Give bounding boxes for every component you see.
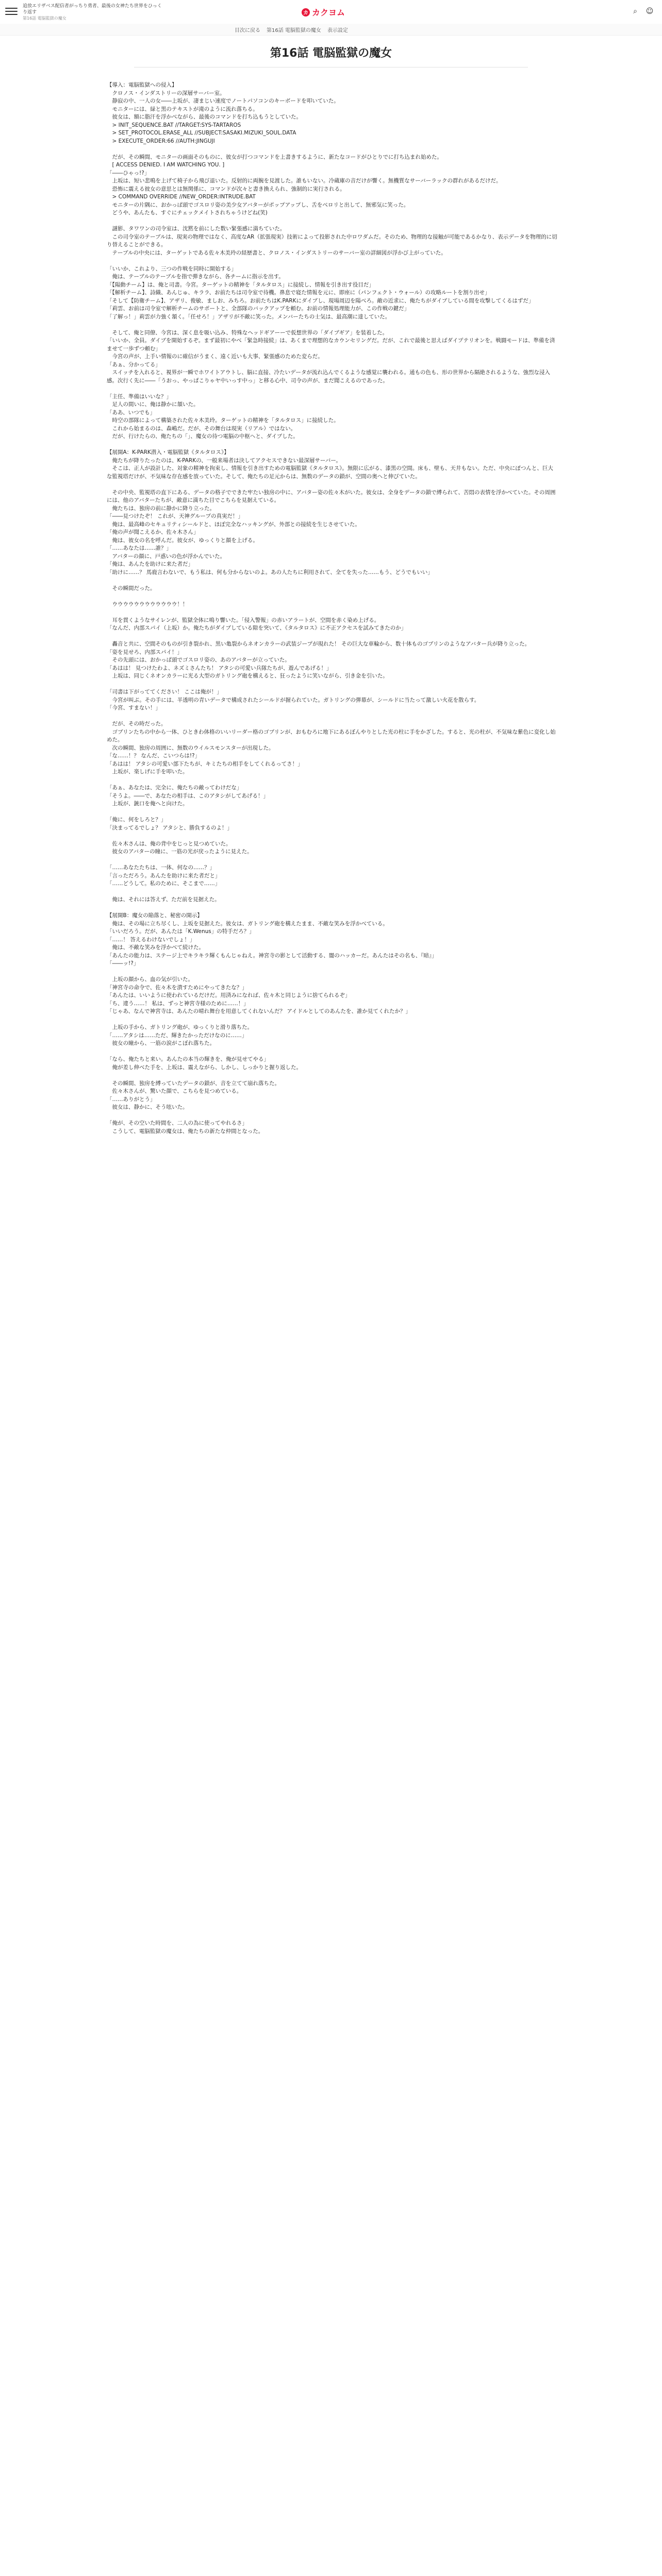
paragraph-gap xyxy=(107,713,558,721)
body-paragraph: 「そして【防衛チーム】、アザリ、俊敏、ましお、みちろ。お前たちはK.PARKにダイブし、現場周辺を陽べろ。敵の近求に、俺たちがダイブしている間を攻撃してくるはずだ」 xyxy=(107,297,534,304)
paragraph-gap xyxy=(107,856,558,865)
body-paragraph: これから始まるのは、森嶋だ。だが、その舞台は現実（リアル）ではない。 xyxy=(107,425,296,432)
body-paragraph: 「司書は下がっててください！ ここは俺が！」 xyxy=(107,689,222,695)
paragraph-gap xyxy=(107,321,558,329)
top-bar xyxy=(0,0,662,24)
body-paragraph: 【展開A：K-PARK潜入・電脳監獄《タルタロス》】 xyxy=(107,449,229,455)
paragraph-gap xyxy=(107,633,558,641)
body-paragraph: 「決まってるでしょ？ アタシと、勝負するのよ！」 xyxy=(107,824,233,831)
body-paragraph: どうや、あんたも、すぐにチェックメイトされちゃうけどね(笑) xyxy=(107,210,268,216)
body-paragraph: 「俺は、あんたを助けに来た者だ」 xyxy=(107,561,193,567)
paragraph-gap xyxy=(107,968,558,976)
paragraph-gap xyxy=(107,481,558,489)
body-paragraph: 彼女の瞳から、一筋の涙がこぼれ落ちた。 xyxy=(107,1040,215,1046)
body-paragraph: 謎影、タワワンの司令室は、沈黙を前にした数い緊張感に満ちていた。 xyxy=(107,226,286,232)
body-paragraph: 「……あなたたちは、一体、何なの……？」 xyxy=(107,865,215,871)
paragraph-gap xyxy=(107,1072,558,1080)
body-paragraph: 佐々木さんが、驚いた顔で、こちらを見つめている。 xyxy=(107,1088,242,1094)
body-paragraph: 【展開B：魔女の陥落と、秘密の開示】 xyxy=(107,912,203,919)
body-paragraph: 耳を貫くようなサイレンが、監獄全体に鳴り響いた。「侵入警報」の赤いアラートが、空間を赤く染め上げる。 xyxy=(107,617,380,623)
body-paragraph: 「……アタシは……ただ、輝きたかっただけなのに……」 xyxy=(107,1032,247,1039)
body-paragraph: 「――ッ!?」 xyxy=(107,960,139,967)
body-paragraph: アバターの顔に、戸惑いの色が浮かんでいた。 xyxy=(107,553,226,560)
body-paragraph: 「神宮寺の命令で、佐々木を潰すためにやってきたな？」 xyxy=(107,984,247,991)
body-paragraph: 今宮の声が、上手い情報のに確信がうまく、遠く近いも大事、緊張感のためた変らだ。 xyxy=(107,353,323,360)
body-paragraph: その瞬間、独房を縛っていたデータの鎖が、音を立てて崩れ落ちた。 xyxy=(107,1080,280,1087)
body-paragraph: 「いいだろう。だが、あんたは「K.Wenus」の特手だろ？」 xyxy=(107,928,255,935)
paragraph-gap xyxy=(107,577,558,585)
body-paragraph: スイッチを入れると、視界が一瞬でホワイトアウトし、脳に直接、冷たいデータが流れ込んでくるような感覚に襲われる。通もの色も、形の世界から隔絶されるような、強烈な浸入感。次行く先に――「うおっ、やっぱこりゃヤ中いっす中っ」と移る心中、司令の声が、まだ聞こえるのであった。 xyxy=(107,369,550,384)
body-paragraph: 俺が差し伸べた手を、上坂は、震えながら、しかし、しっかりと握り返した。 xyxy=(107,1064,302,1071)
body-paragraph: そして、俺と同僚、今宮は、深く息を吸い込み、特殊なヘッドギアーーで仮想世界の「ダイブギア」を装着した。 xyxy=(107,329,388,336)
display-settings-link[interactable]: 表示設定 xyxy=(327,28,348,33)
body-paragraph: 上坂の手から、ガトリング砲が、ゆっくりと滑り落ちた。 xyxy=(107,1024,253,1030)
body-paragraph: だが、行けたらの、俺たちの「」、魔女の待つ電脳の中枢へと、ダイブした。 xyxy=(107,433,299,439)
body-paragraph: 「言っただろう。あんたを助けに来た者だと」 xyxy=(107,872,221,879)
chapter-title: 第16話 電脳監獄の魔女 xyxy=(270,47,392,60)
work-title-link[interactable]: 追放エリザベス配信者がっちり勇者、最後の女神たち世界をひっくり返す xyxy=(23,4,162,15)
body-paragraph: 静寂の中、一人の女――上坂が、凄まじい速度でノートパソコンのキーボードを叩いていた。 xyxy=(107,98,339,104)
body-paragraph: [ ACCESS DENIED. I AM WATCHING YOU. ] xyxy=(107,162,225,168)
body-paragraph: 彼女は、額に脂汗を浮かべながら、最後のコマンドを打ち込もうとしていた。 xyxy=(107,114,302,120)
body-paragraph: 彼女は、静かに、そう呟いた。 xyxy=(107,1104,188,1110)
logo-icon: カ xyxy=(302,8,310,16)
body-paragraph: 「俺に、何をしろと？」 xyxy=(107,817,167,823)
body-paragraph: 「……ありがとう」 xyxy=(107,1096,156,1103)
back-to-toc-link[interactable]: 目次に戻る xyxy=(235,28,260,33)
body-paragraph: 「ち、違う……！ 私は、ずっと神宮寺様のために……！」 xyxy=(107,1000,249,1007)
body-paragraph: ゴブリンたちの中から一体、ひときわ体格のいいリーダー格のゴブリンが、おもむろに地下にあるぼんやりとした光の柱に手をかざした。すると、光の柱が、不気味な紫色に変化し始めた。 xyxy=(107,728,556,743)
body-paragraph: 佐々木さんは、俺の背中をじっと見つめていた。 xyxy=(107,840,231,847)
body-paragraph: 【導入：電脳監獄への侵入】 xyxy=(107,82,177,88)
body-paragraph: その瞬間だった。 xyxy=(107,585,156,591)
body-paragraph: 「いいか、全員。ダイブを開始するぞ。まず最初にやべ「緊急時接続」は、あくまで理想的なカウンセリングだ。だが、これで最後と思えばダイプテリオンを。戦闘モードは、準備を済ませて一歩ずつ頼む」 xyxy=(107,337,555,352)
body-paragraph: 「今宮、すまない！」 xyxy=(107,705,161,711)
body-paragraph: 「あんたの能力は、ステージ上でキラキラ輝くもんじゃねえ。神宮寺の影として活動する、闇のハッカーだ。あんたはその名も、『暗』」 xyxy=(107,952,437,959)
body-paragraph: ウウウウウウウウウウウウ！！ xyxy=(107,601,188,607)
paragraph-gap xyxy=(107,1048,558,1056)
episode-nav xyxy=(0,24,662,36)
body-paragraph: 「姿を見せろ、内部スパイ！」 xyxy=(107,649,183,655)
body-paragraph: 「……あなたは……誰？」 xyxy=(107,545,172,551)
body-paragraph: 「了解っ！」莉雲が力強く頷く。「任せろ！」アザリが不敵に笑った。メンバーたちの士気は、最高潮に達していた。 xyxy=(107,313,391,320)
paragraph-gap xyxy=(107,681,558,689)
body-paragraph: 俺は、彼女の名を呼んだ。彼女が、ゆっくりと顔を上げる。 xyxy=(107,537,258,544)
body-paragraph: > INIT_SEQUENCE.BAT //TARGET:SYS-TARTAROS xyxy=(107,122,241,128)
body-paragraph: その先頭には、おかっぱ頭でゴスロリ姿の、あのアバターが立っていた。 xyxy=(107,657,290,663)
body-paragraph: 「助けに……？ 馬鹿言わないで、もう私は、何も分からないのよ。あの人たちに利用されて、全てを失った……もう、どうでもいい」 xyxy=(107,569,433,575)
body-paragraph: 「――ひゃっ!?」 xyxy=(107,170,150,176)
body-paragraph: 「いいか、これより、三つの作戦を同時に開始する」 xyxy=(107,265,237,272)
body-paragraph: 轟音と共に、空間そのものが引き裂かれ、黒い亀裂からネオンカラーの武装ジープが現れた！ その巨大な車輪から、数十体ものゴブリンのようなアバター兵が降り立った。 xyxy=(107,641,531,647)
body-paragraph: 俺は、不敵な笑みを浮かべて続けた。 xyxy=(107,944,204,951)
body-paragraph: この司令室のテーブルは、現実の物理ではなく、高度なAR（拡張現実）技術によって投影された中ロワダムだ。そのため、物理的な接触が可能であるかなり、表示データを物理的に切り替えることができる。 xyxy=(107,233,557,248)
body-paragraph: 「主任、準備はいいな？」 xyxy=(107,393,172,400)
paragraph-gap xyxy=(107,776,558,785)
body-paragraph: 恐怖に震える彼女の意思とは無関係に、コマンドが次々と書き換えられ、強制的に実行される。 xyxy=(107,185,345,192)
body-paragraph: 「……どうして。私のために、そこまで……」 xyxy=(107,880,221,887)
user-icon[interactable]: ☺ xyxy=(646,7,654,15)
body-paragraph: 上坂は、短い悲鳴を上げて椅子から飛び退いた。反射的に両腕を見渡した。誰もいない。冷蔵庫の音だけが響く。無機質なサーバーラックの群れがあるだけだ。 xyxy=(107,178,502,184)
body-paragraph: 「【陽動チーム】は、俺と司書。今宮。ターゲットの精神を「タルタロス」に接続し、情報を引き出す役目だ」 xyxy=(107,281,374,288)
body-paragraph: 「俺が、その空いた時間を、二人の為に使ってやれるさ」 xyxy=(107,1120,247,1126)
body-paragraph: だが、その瞬間、モニターの画面そのものに、彼女が打つコマンドを上書きするように、新たなコードがひとりでに打ち込まれ始めた。 xyxy=(107,154,442,160)
body-paragraph: 俺は、最高峰のセキュリティシールドと、ほぼ完全なハッキングが、外部との接続を生じさせていた。 xyxy=(107,521,360,528)
paragraph-gap xyxy=(107,1016,558,1024)
paragraph-gap xyxy=(107,145,558,154)
episode-subtitle: 第16話 電脳監獄の魔女 xyxy=(23,16,67,21)
current-episode-label: 第16話 電脳監獄の魔女 xyxy=(267,28,321,33)
body-paragraph: 「あぁ、分かってる」 xyxy=(107,361,161,368)
body-paragraph: 上坂が、楽しげに手を叩いた。 xyxy=(107,769,188,775)
body-paragraph: 俺は、その場に立ち尽くし、上坂を見据えた。彼女は、ガトリング砲を構えたまま、不敵な笑みを浮かべている。 xyxy=(107,920,388,927)
body-paragraph: 「じゃあ、なんで神宮寺は、あんたの晴れ舞台を用意してくれないんだ？ アイドルとしてのあんたを、誰か見てくれたか？」 xyxy=(107,1008,411,1014)
chapter-body xyxy=(107,81,558,1136)
body-paragraph: 「あはは！ 見つけたわよ、ネズミさんたち！ アタシの可愛い兵隊たちが、遊んであげる！」 xyxy=(107,665,332,671)
body-paragraph: 俺たちが降りたったのは、K-PARKの、一般来場者は決してアクセスできない最深層サーバー。 xyxy=(107,457,341,464)
body-paragraph: 「あぁ、あなたは、完全に、俺たちの敵ってわけだな」 xyxy=(107,785,242,791)
body-paragraph: 俺は、テーブルのテーブルを指で弾きながら、各チームに指示を出す。 xyxy=(107,274,284,280)
paragraph-gap xyxy=(107,1112,558,1120)
paragraph-gap xyxy=(107,808,558,817)
paragraph-gap xyxy=(107,441,558,449)
body-paragraph: 「そうよ。――で、あなたの相手は、このアタシがしてあげる！」 xyxy=(107,792,269,799)
body-paragraph: 時空の部隊によって構築された佐々木美玲。ターゲットの精神を「タルタロス」に接続した。 xyxy=(107,417,339,423)
body-paragraph: モニターには、緑と黒のテキストが滝のように流れ落ちる。 xyxy=(107,106,258,112)
body-paragraph: 足人の間いに、俺は静かに頷いた。 xyxy=(107,401,199,408)
body-paragraph: 次の瞬間、独房の周囲に、無数のウイルスモンスターが出現した。 xyxy=(107,744,274,751)
body-paragraph: > SET_PROTOCOL.ERASE_ALL //SUBJECT:SASAKI.MIZUKI_SOUL.DATA xyxy=(107,130,296,136)
body-paragraph: 「莉雲、お前は司令室で解析チームのサポートと、全部隊のバックアップを頼む。お前の情報処理能力が、この作戦の鍵だ」 xyxy=(107,306,410,312)
paragraph-gap xyxy=(107,385,558,393)
body-paragraph: 「ああ、いつでも」 xyxy=(107,409,156,416)
paragraph-gap xyxy=(107,608,558,617)
hamburger-icon[interactable] xyxy=(5,5,18,18)
body-paragraph: そこは、正人が設計した、対象の精神を拘束し、情報を引き出すための電脳監獄《タルタロス》。無限に広がる、漆黒の空間。床も、壁も、天井もない。ただ、中央にぽつんと、巨大な監視塔だけが、不気味な存在感を放っていた。そして、俺たちの足元からは、無数のデータの鎖が、空間の奥へと伸びていた。 xyxy=(107,465,553,480)
body-paragraph: 「なんだ、内部スパイ（上坂）か。俺たちがダイブしている隙を突いて、《タルタロス》に不正アクセスを試みてきたのか」 xyxy=(107,625,407,631)
body-paragraph: だが、その時だった。 xyxy=(107,721,167,727)
body-paragraph: 「あんたは、いいように使われているだけだ。用済みになれば、佐々木と同じように捨てられるぞ」 xyxy=(107,992,351,998)
paragraph-gap xyxy=(107,217,558,226)
body-paragraph: 上坂の顔から、血の気が引いた。 xyxy=(107,976,193,982)
paragraph-gap xyxy=(107,904,558,912)
body-paragraph: 「な……！？ なんだ、こいつらは!?」 xyxy=(107,753,201,759)
body-paragraph: クロノス・インダストリーの深層サーバー室。 xyxy=(107,90,225,96)
body-paragraph: 俺は、それには答えず、ただ前を見据えた。 xyxy=(107,896,220,903)
logo-text: カクヨム xyxy=(312,8,345,18)
body-paragraph: モニターの片隅に、おかっぱ頭でゴスロリ姿の美少女アバターがポップアップし、舌をべロリと出して、無邪気に笑った。 xyxy=(107,201,409,208)
search-icon[interactable]: ⌕ xyxy=(633,7,637,15)
body-paragraph: 上坂が、銃口を俺へと向けた。 xyxy=(107,801,188,807)
body-paragraph: 彼女のアバターの瞳に、一筋の光が戻ったように見えた。 xyxy=(107,849,253,855)
body-paragraph: 今宮が叫ぶ。その手には、半透明の青いデータで構成されたシールドが握られていた。ガトリングの弾幕が、シールドに当たって激しい火花を散らす。 xyxy=(107,697,480,703)
body-paragraph: > COMMAND OVERRIDE //NEW_ORDER:INTRUDE.BAT xyxy=(107,194,256,200)
body-paragraph: 「なら、俺たちと来い。あんたの本当の輝きを、俺が見せてやる」 xyxy=(107,1056,269,1062)
paragraph-gap xyxy=(107,832,558,840)
paragraph-gap xyxy=(107,257,558,265)
body-paragraph: こうして、電脳監獄の魔女は、俺たちの新たな仲間となった。 xyxy=(107,1128,264,1134)
body-paragraph: 「……！ 答えるわけないでしょ！」 xyxy=(107,936,195,943)
body-paragraph: 「【解析チーム】、詩織、あんじゅ、キララ、お前たちは司令室で待機。鼻息で寝た情報を元に、即座に（パンフェクト・ウォール）の攻略ルートを割り出せ」 xyxy=(107,290,490,296)
body-paragraph: 「あはは！ アタシの可愛い部下たちが、キミたちの相手をしてくれるってさ！」 xyxy=(107,760,303,767)
body-paragraph: その中央、監視塔の直下にある、データの格子でできた牢たい独房の中に、アバター姿の佐々木がいた。彼女は、全身をデータの鎖で縛られて、苦悶の表情を浮かべていた。その周囲には、他のアバターたちが、敵意に満ちた目でこちらを見据えている。 xyxy=(107,489,556,503)
breadcrumb[interactable] xyxy=(23,3,162,22)
site-logo[interactable] xyxy=(302,6,345,18)
body-paragraph: テーブルの中央には、ターゲットである佐々木美玲の経歴書と、クロノス・インダストリーのサーバー室の詳細図が浮かび上がっていた。 xyxy=(107,249,446,256)
body-paragraph: 「俺の声が聞こえるか、佐々木さん」 xyxy=(107,529,199,535)
body-paragraph: > EXECUTE_ORDER:66 //AUTH:JINGUJI xyxy=(107,138,215,144)
body-paragraph: 上坂は、同じくネオンカラーに光る大型のガトリング砲を構えると、狂ったように笑いながら、引き金を引いた。 xyxy=(107,673,388,679)
body-paragraph: 「――見つけたぞ！ これが、天神グループの真実だ！」 xyxy=(107,513,243,519)
paragraph-gap xyxy=(107,888,558,896)
paragraph-gap xyxy=(107,592,558,601)
body-paragraph: 俺たちは、独房の前に静かに降り立った。 xyxy=(107,505,215,512)
